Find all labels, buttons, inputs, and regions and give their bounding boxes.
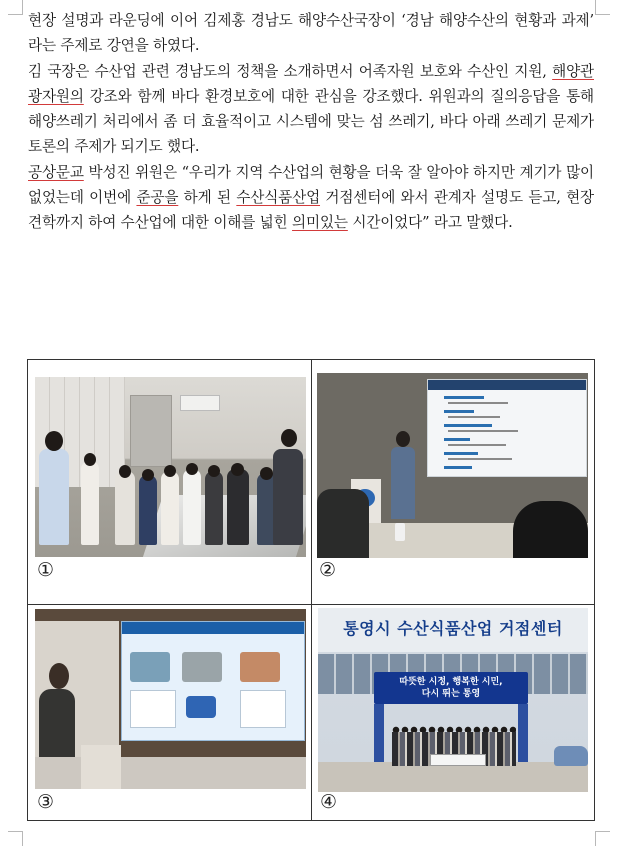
page-corner-mark: [595, 831, 610, 846]
banner-text: 다시 뛰는 통영: [421, 689, 481, 699]
paragraph-text: 현장 설명과 라운딩에 이어 김제홍 경남도 해양수산국장이 ‘경남 해양수산의 현황과 과제’ 라는 주제로 강연을 하였다.: [28, 12, 594, 55]
paragraph-text: 강조와 함께 바다 환경보호에 대한 관심을 강조했다. 위원과의 질의응답을 통해 해양쓰레기 처리에서 좀 더 효율적이고 시스템에 맞는 섬 쓰레기, 바다 아래 쓰레기 문제가 토론의 주제가 되기도 했다.: [28, 87, 594, 156]
paragraph-lecture-intro: [28, 8, 594, 59]
photo-number-label: ④: [320, 791, 338, 813]
page-corner-mark: [8, 831, 23, 846]
photo-lecture: [317, 373, 588, 558]
underlined-term: 해양관광자원의: [28, 62, 594, 105]
page-corner-mark: [8, 0, 23, 15]
photo-group-building: [318, 608, 588, 792]
table-divider: [311, 360, 312, 820]
underlined-term: 수산식품산업: [236, 189, 321, 207]
photo-number-label: ②: [319, 559, 337, 581]
underlined-term: 공상문교: [28, 163, 84, 181]
paragraph-member-quote: [28, 160, 594, 236]
banner-text: 따뜻한 시정, 행복한 시민,: [399, 677, 503, 687]
photo-table: [27, 359, 595, 821]
page-corner-mark: [595, 0, 610, 15]
article-body: [28, 8, 594, 236]
paragraph-director-policy: [28, 59, 594, 160]
photo-presentation: [35, 609, 306, 789]
underlined-term: 의미있는: [292, 214, 348, 232]
paragraph-text: 김 국장은 수산업 관련 경남도의 정책을 소개하면서 어족자원 보호와 수산인 지원,: [28, 62, 553, 80]
building-sign-text: 통영시 수산식품산업 거점센터: [343, 619, 563, 638]
photo-number-label: ①: [37, 559, 55, 581]
table-divider: [28, 604, 594, 605]
building-banner: [374, 672, 528, 704]
paragraph-text: 하게 된: [178, 189, 237, 207]
paragraph-text: 박성진 위원은 “우리가 지역 수산업의 현황을 더욱 잘 알아야 하지만 계기가 많이 없었는데 이번에: [28, 163, 594, 207]
photo-facility-tour: [35, 377, 306, 557]
underlined-term: 준공을: [136, 189, 179, 207]
paragraph-text: 거점센터에 와서 관계자 설명도 듣고, 현장 견학까지 하여 수산업에 대한 이해를 넓힌: [28, 189, 594, 232]
photo-number-label: ③: [37, 791, 55, 813]
paragraph-text: 시간이었다” 라고 말했다.: [347, 214, 513, 232]
